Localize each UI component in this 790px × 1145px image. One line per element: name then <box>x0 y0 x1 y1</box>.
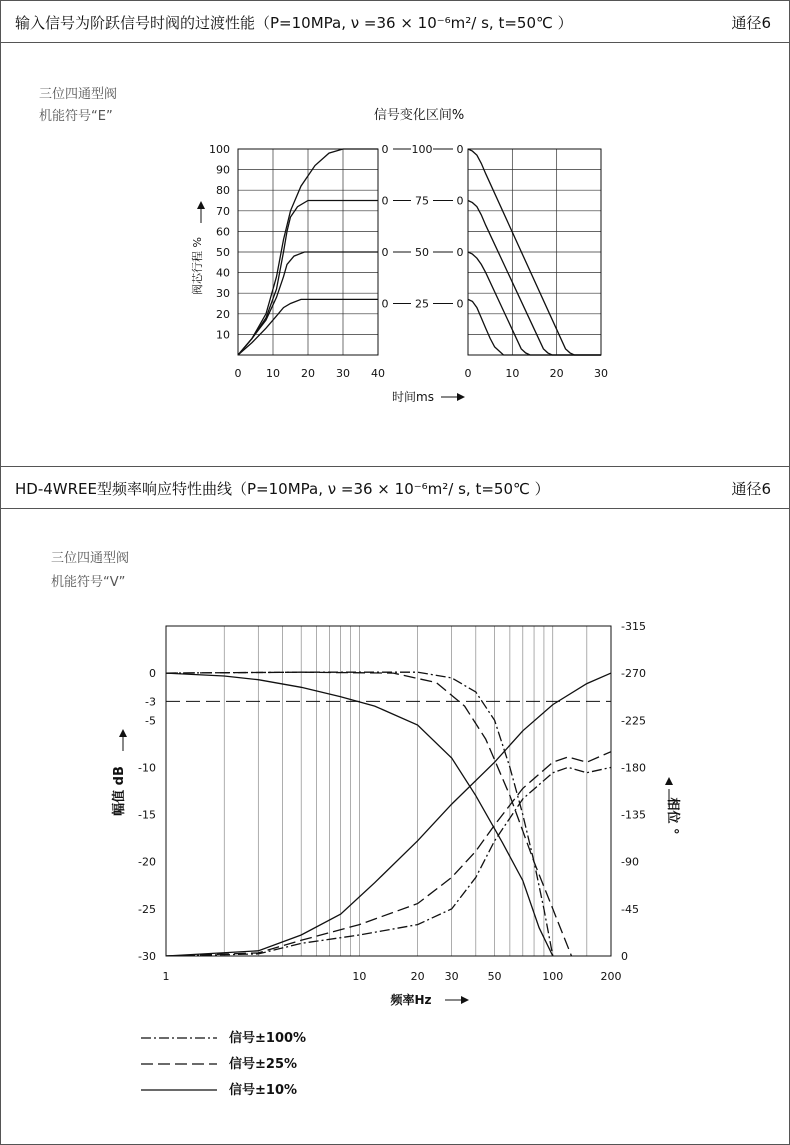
frequency-response-chart <box>1 601 790 1021</box>
y-tick-label: 10 <box>216 328 230 342</box>
x-tick-label: 10 <box>266 367 280 380</box>
freq-tick-label: 1 <box>162 970 170 983</box>
x-axis-arrow-head <box>461 996 469 1004</box>
right-axis-arrow-head <box>665 777 673 785</box>
freq-tick-label: 50 <box>487 970 502 983</box>
interval-from-label: 0 <box>381 297 389 311</box>
legend-swatch-dashed <box>141 1057 221 1071</box>
db-tick-label: -20 <box>138 855 156 869</box>
freq-tick-label: 30 <box>444 970 459 983</box>
db-tick-label: -15 <box>138 808 156 822</box>
legend-label: 信号±10% <box>229 1083 298 1098</box>
legend-swatch-solid <box>141 1083 221 1097</box>
y-axis-arrow-head <box>197 201 205 209</box>
x-tick-label: 20 <box>301 367 315 380</box>
plot-frame <box>166 626 611 956</box>
phase-tick-label: -315 <box>621 620 646 633</box>
phase-tick-label: -270 <box>621 667 646 681</box>
freq-tick-label: 100 <box>542 970 564 983</box>
y-tick-label: 20 <box>216 307 230 321</box>
x-axis-label: 频率Hz <box>390 993 432 1007</box>
step-down-curve <box>468 252 601 355</box>
y-tick-label: 30 <box>216 287 230 301</box>
x-tick-label: 0 <box>234 367 242 380</box>
phase-tick-label: -135 <box>621 808 646 822</box>
x-axis-label: 时间ms <box>392 390 434 404</box>
section1-size-label: 通径6 <box>731 14 771 32</box>
section2-note-line1: 三位四通型阀 <box>51 551 130 566</box>
interval-from-label: 0 <box>381 246 389 259</box>
db-tick-label: -5 <box>145 714 156 728</box>
interval-to-label: 100 <box>411 143 433 156</box>
x-tick-label: 40 <box>371 367 385 380</box>
x-tick-label: 10 <box>505 367 520 380</box>
y-tick-label: 100 <box>209 143 230 156</box>
legend-label: 信号±100% <box>229 1031 307 1046</box>
interval-from-label: 0 <box>381 194 389 208</box>
x-tick-label: 0 <box>464 367 472 380</box>
step-response-chart <box>1 101 790 431</box>
freq-tick-label: 200 <box>600 970 622 983</box>
y-axis-label: 阀芯行程 % <box>191 237 204 295</box>
x-axis-arrow-head <box>457 393 465 401</box>
y-tick-label: 90 <box>216 163 230 177</box>
y-tick-label: 40 <box>216 266 230 280</box>
section2-note-line2: 机能符号“V” <box>51 575 126 590</box>
section2-header <box>1 467 789 509</box>
phase-tick-label: -45 <box>621 902 639 916</box>
freq-tick-label: 10 <box>352 970 367 983</box>
phase-tick-label: -180 <box>621 761 646 775</box>
db-tick-label: -10 <box>138 761 156 775</box>
phase-curve <box>166 767 611 956</box>
left-axis-label: 幅值 dB <box>112 766 127 816</box>
section1-header <box>1 1 789 43</box>
legend-label: 信号±25% <box>229 1057 298 1072</box>
db-tick-label: -3 <box>145 695 156 709</box>
legend-swatch-dash-dot <box>141 1031 221 1045</box>
interval-from-label: 0 <box>381 143 389 156</box>
interval-end-label: 0 <box>456 246 464 259</box>
section1-note-line1: 三位四通型阀 <box>39 87 118 102</box>
x-tick-label: 30 <box>336 367 350 380</box>
y-tick-label: 70 <box>216 204 230 218</box>
interval-end-label: 0 <box>456 143 464 156</box>
amplitude-curve <box>166 672 572 956</box>
db-tick-label: -25 <box>138 902 156 916</box>
section2-size-label: 通径6 <box>731 480 771 498</box>
phase-tick-label: -225 <box>621 714 646 728</box>
interval-end-label: 0 <box>456 297 464 311</box>
right-axis-label: 相位 ° <box>665 797 680 835</box>
left-axis-arrow-head <box>119 729 127 737</box>
db-tick-label: -30 <box>138 950 156 963</box>
interval-to-label: 50 <box>415 246 429 259</box>
interval-to-label: 25 <box>415 297 429 311</box>
phase-curve <box>166 752 611 956</box>
y-tick-label: 50 <box>216 246 230 259</box>
db-tick-label: 0 <box>149 667 156 681</box>
freq-tick-label: 20 <box>410 970 425 983</box>
section2-title: HD-4WREE型频率响应特性曲线（P=10MPa, ν =36 × 10⁻⁶m²/ s, t=50℃ ） <box>15 480 550 498</box>
chart1-title: 信号变化区间% <box>373 108 465 123</box>
interval-end-label: 0 <box>456 194 464 208</box>
phase-tick-label: -90 <box>621 855 639 869</box>
step-down-curve <box>468 299 601 355</box>
interval-to-label: 75 <box>415 194 429 208</box>
section1-title: 输入信号为阶跃信号时阀的过渡性能（P=10MPa, ν =36 × 10⁻⁶m²/ s, t=50℃ ） <box>15 14 573 32</box>
phase-tick-label: 0 <box>621 950 628 963</box>
y-tick-label: 80 <box>216 184 230 198</box>
x-tick-label: 30 <box>594 367 608 380</box>
section1-note-line2: 机能符号“E” <box>39 109 113 124</box>
x-tick-label: 20 <box>549 367 564 380</box>
y-tick-label: 60 <box>216 225 230 239</box>
